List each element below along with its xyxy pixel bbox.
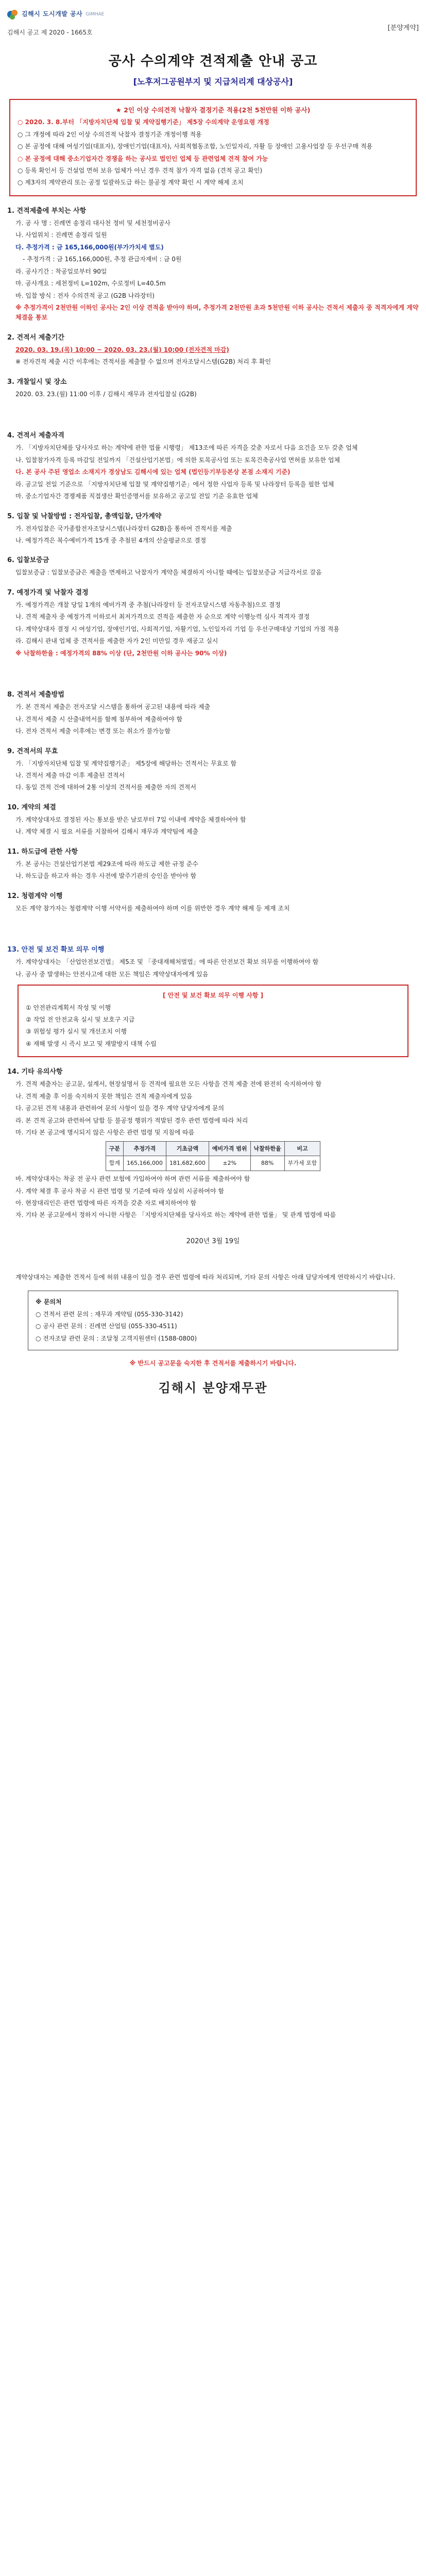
footer-block (7, 1273, 419, 1398)
section-9 (7, 746, 419, 793)
section-line: 라. 공사기간 : 착공일로부터 90일 (15, 267, 107, 275)
section-line: 나. 계약 체결 시 필요 서류를 지참하여 김해시 재무과 계약팀에 제출 (15, 828, 198, 836)
section-highlight: ※ 낙찰하한율 : 예정가격의 88% 이상 (단, 2천만원 이하 공사는 90% 이상) (15, 649, 227, 657)
section-7 (7, 587, 419, 658)
section-line: 마. 기타 본 공고에 명시되지 않은 사항은 관련 법령 및 지침에 따름 (15, 1129, 195, 1137)
section-line: 마. 공사개요 : 세천정비 L=102m, 수로정비 L=40.5m (15, 280, 166, 287)
issuing-org: 김해시 분양재무관 (158, 1380, 268, 1395)
section-line: 나. 입찰참가자격 등록 마감일 전일까지 「건설산업기본법」에 의한 토목공사업 또는 토목건축공사업 면허를 보유한 업체 (15, 456, 340, 464)
table-cell: ±2% (209, 1156, 250, 1171)
contact-line: ○ 전자조달 관련 문의 : 조달청 고객지원센터 (1588-0800) (36, 1334, 197, 1342)
section-line: 나. 하도급을 하고자 하는 경우 사전에 발주기관의 승인을 받아야 함 (15, 872, 197, 880)
doc-number: 김해시 공고 제 2020 - 1665호 (7, 29, 93, 36)
alert-line: ○ 2020. 3. 8.부터 「지방자치단체 입찰 및 계약집행기준」 제5장 수의계약 운영요령 개정 (18, 118, 269, 126)
section-line: 사. 계약 체결 후 공사 착공 시 관련 법령 및 기준에 따라 성실히 시공하여야 함 (15, 1187, 224, 1195)
section-line: 자. 기타 본 공고문에서 정하지 아니한 사항은 「지방자치단체를 당사자로 하는 계약에 관한 법률」 및 관계 법령에 따름 (15, 1211, 336, 1219)
section-note: ※ 전자견적 제출 시간 이후에는 견적서를 제출할 수 없으며 전자조달시스템(G2B) 처리 후 확인 (15, 358, 271, 366)
section-5 (7, 511, 419, 546)
section-line: 다. 동일 견적 건에 대하여 2통 이상의 견적서를 제출한 자의 견적서 (15, 784, 196, 791)
section-line: 나. 공사 중 발생하는 안전사고에 대한 모든 책임은 계약상대자에게 있음 (15, 970, 209, 978)
table-cell: 합계 (106, 1156, 123, 1171)
table-header-cell: 예비가격 범위 (209, 1141, 250, 1156)
safety-box-title: [ 안전 및 보건 확보 의무 이행 사항 ] (162, 992, 264, 999)
section-line: - 추정가격 : 금 165,166,000원, 추정 관급자재비 : 금 0원 (23, 256, 182, 263)
page-title: 공사 수의계약 견적제출 안내 공고 (108, 54, 318, 69)
page-subtitle: [노후저그공원부지 및 지급처리계 대상공사] (133, 77, 293, 87)
alert-line: ○ 본 공정에 대해 중소기업자간 경쟁을 하는 공사로 법인인 업체 등 관련업체 견적 참여 가능 (18, 155, 268, 162)
section-line: 나. 사업위치 : 진례면 송정리 일원 (15, 231, 107, 239)
safety-box (18, 985, 408, 1057)
header (7, 5, 419, 49)
table-header-cell: 구분 (106, 1141, 123, 1156)
section-heading: 4. 견적서 제출자격 (7, 432, 64, 440)
alert-box (9, 99, 417, 196)
section-line: 가. 예정가격은 개찰 당일 1개의 예비가격 중 추첨(나라장터 등 전자조달시스템 자동추첨)으로 결정 (15, 601, 281, 608)
section-line: 라. 본 견적 공고와 관련하여 담합 등 불공정 행위가 적발된 경우 관련 법령에 따라 처리 (15, 1116, 248, 1124)
table-row (106, 1156, 320, 1171)
table-header-cell: 낙찰하한율 (250, 1141, 284, 1156)
section-13 (7, 944, 419, 1057)
table-header-cell: 기초금액 (166, 1141, 209, 1156)
section-heading: 6. 입찰보증금 (7, 556, 49, 565)
safety-box-line: ① 안전관리계획서 작성 및 이행 (26, 1004, 111, 1011)
section-1 (7, 206, 419, 323)
section-line: 모든 계약 참가자는 청렴계약 이행 서약서를 제출하여야 하며 이를 위반한 경우 계약 해제 등 제재 조치 (15, 904, 290, 912)
safety-box-line: ④ 재해 발생 시 즉시 보고 및 재발방지 대책 수립 (26, 1040, 157, 1047)
section-line: 입찰보증금 : 입찰보증금은 제출을 면제하고 낙찰자가 계약을 체결하지 아니할 때에는 입찰보증금 지급각서로 갈음 (15, 569, 322, 577)
section-line: 바. 입찰 방식 : 전자 수의견적 공고 (G2B 나라장터) (15, 292, 155, 299)
footer-date: 2020년 3월 19일 (186, 1237, 240, 1245)
section-line: 아. 현장대리인은 관련 법령에 따른 자격을 갖춘 자로 배치하여야 함 (15, 1199, 197, 1207)
section-heading: 12. 청렴계약 이행 (7, 892, 63, 900)
section-line: 2020. 03. 23.(월) 11:00 이후 / 김해시 재무과 전자입찰실 (G2B) (15, 390, 197, 398)
logo-mark-icon (7, 9, 19, 20)
section-line: 다. 추정가격 : 금 165,166,000원(부가가치세 별도) (15, 243, 164, 251)
section-line: 가. 공 사 명 : 진례면 송정리 대사천 정비 및 세천정비공사 (15, 219, 171, 227)
safety-box-line: ③ 위험성 평가 실시 및 개선조치 이행 (26, 1028, 127, 1036)
table-header-row (106, 1141, 320, 1156)
alert-line: ○ 제3자의 계약관리 또는 공정 일괄하도급 하는 불공정 계약 확인 시 계약 해제 조치 (18, 179, 244, 187)
section-6 (7, 555, 419, 578)
section-heading: 11. 하도급에 관한 사항 (7, 848, 78, 856)
logo-name: 김해시 도시개발 공사 (22, 10, 83, 18)
section-line: 가. 「지방자치단체 입찰 및 계약집행기준」 제5장에 해당하는 견적서는 무효로 함 (15, 759, 237, 767)
alert-line: ○ 본 공정에 대해 여성기업(대표자), 장애인기업(대표자), 사회적협동조합, 노인일자리, 자활 등 장애인 고용사업장 등 우선구매 적용 (18, 143, 373, 150)
section-line: 가. 전자입찰은 국가종합전자조달시스템(나라장터 G2B)을 통하여 견적서를 제출 (15, 524, 232, 532)
section-line: 다. 전자 견적서 제출 이후에는 변경 또는 취소가 불가능함 (15, 727, 171, 735)
footer-closing: ※ 반드시 공고문을 숙지한 후 견적서를 제출하시기 바랍니다. (129, 1360, 297, 1367)
section-12 (7, 891, 419, 913)
section-line: 바. 계약상대자는 착공 전 공사 관련 보험에 가입하여야 하며 관련 서류를 제출하여야 함 (15, 1175, 250, 1183)
notice-tag: [분양계약] (387, 24, 419, 32)
contact-title: ※ 문의처 (36, 1298, 62, 1306)
table-cell: 165,166,000 (123, 1156, 166, 1171)
section-line: 다. 계약상대자 결정 시 여성기업, 장애인기업, 사회적기업, 자활기업, 노인일자리 기업 등 우선구매대상 기업의 가점 적용 (15, 625, 339, 633)
section-line: 마. 중소기업자간 경쟁제품 직접생산 확인증명서를 보유하고 공고일 전일 기준 유효한 업체 (15, 493, 258, 500)
section-8 (7, 689, 419, 736)
alert-line: ○ 그 개정에 따라 2인 이상 수의견적 낙찰자 결정기준 개정이행 적용 (18, 130, 202, 138)
section-line: 나. 견적 제출자 중 예정가격 이하로서 최저가격으로 견적을 제출한 자 순으로 계약 이행능력 심사 적격자 결정 (15, 613, 310, 621)
section-heading: 7. 예정가격 및 낙찰자 결정 (7, 588, 89, 597)
section-line: 다. 공고된 견적 내용과 관련하여 문의 사항이 있을 경우 계약 담당자에게 문의 (15, 1105, 225, 1112)
section-11 (7, 846, 419, 882)
section-line: 가. 본 공사는 건설산업기본법 제29조에 따라 하도급 제한 규정 준수 (15, 860, 198, 868)
contact-box (28, 1291, 398, 1350)
table-cell: 181,682,600 (166, 1156, 209, 1171)
section-heading: 13. 안전 및 보건 확보 의무 이행 (7, 946, 105, 954)
city-logo (7, 9, 104, 20)
section-line: 가. 「지방자치단체를 당사자로 하는 계약에 관한 법률 시행령」 제13조에 따른 자격을 갖춘 자로서 다음 요건을 모두 갖춘 업체 (15, 444, 358, 452)
section-line: 2020. 03. 19.(목) 10:00 ~ 2020. 03. 23.(월) 10:00 (전자견적 마감) (15, 346, 229, 353)
section-line: 가. 계약상대자로 결정된 자는 통보를 받은 날로부터 7일 이내에 계약을 체결하여야 함 (15, 816, 246, 823)
section-10 (7, 802, 419, 837)
footer-intro: 계약상대자는 제출한 견적서 등에 허위 내용이 있을 경우 관련 법령에 따라 처리되며, 기타 문의 사항은 아래 담당자에게 연락하시기 바랍니다. (15, 1273, 396, 1281)
section-line: 라. 공고일 전일 기준으로 「지방자치단체 입찰 및 계약집행기준」에서 정한 사업자 등록 및 나라장터 등록을 필한 업체 (15, 480, 334, 488)
section-heading: 9. 견적서의 무효 (7, 747, 58, 755)
section-2 (7, 332, 419, 367)
section-line: 다. 본 공사 주된 영업소 소재지가 경상남도 김해시에 있는 업체 (법인등기부등본상 본점 소재지 기준) (15, 468, 291, 476)
section-line: 나. 예정가격은 복수예비가격 15개 중 추첨된 4개의 산술평균으로 결정 (15, 537, 207, 544)
section-note: ※ 추정가격이 2천만원 이하인 공사는 2인 이상 견적을 받아야 하며, 추정가격 2천만원 초과 5천만원 이하 공사는 견적서 제출자 중 적격자에게 계약 체결을 통보 (15, 304, 419, 321)
section-3 (7, 377, 419, 399)
section-line: 나. 견적서 제출 시 산출내역서를 함께 첨부하여 제출하여야 함 (15, 715, 183, 723)
section-heading: 5. 입찰 및 낙찰방법 : 전자입찰, 총액입찰, 단가계약 (7, 512, 162, 520)
price-table (106, 1141, 321, 1172)
table-cell: 88% (250, 1156, 284, 1171)
section-heading: 10. 계약의 체결 (7, 803, 56, 811)
section-line: 가. 계약상대자는 「산업안전보건법」 제5조 및 「중대재해처벌법」에 따른 안전보건 확보 의무를 이행하여야 함 (15, 958, 319, 966)
section-line: 나. 견적서 제출 마감 이후 제출된 견적서 (15, 772, 125, 779)
section-line: 가. 견적 제출자는 공고문, 설계서, 현장설명서 등 견적에 필요한 모든 사항을 견적 제출 전에 완전히 숙지하여야 함 (15, 1080, 322, 1088)
contact-line: ○ 공사 관련 문의 : 진례면 산업팀 (055-330-4511) (36, 1323, 177, 1330)
section-heading: 3. 개찰일시 및 장소 (7, 378, 67, 386)
contact-line: ○ 견적서 관련 문의 : 재무과 계약팀 (055-330-3142) (36, 1310, 183, 1318)
table-header-cell: 비고 (284, 1141, 320, 1156)
alert-line: ○ 등록 확인서 등 건설업 면허 보유 업체가 아닌 경우 견적 참가 자격 없음 (견적 공고 확인) (18, 167, 262, 175)
table-header-cell: 추정가격 (123, 1141, 166, 1156)
safety-box-line: ② 작업 전 안전교육 실시 및 보호구 지급 (26, 1016, 135, 1023)
section-14 (7, 1066, 419, 1221)
section-4 (7, 430, 419, 501)
table-cell: 부가세 포함 (284, 1156, 320, 1171)
section-heading: 1. 견적제출에 부치는 사항 (7, 207, 87, 215)
title-block (7, 50, 419, 89)
section-heading: 2. 견적서 제출기간 (7, 333, 64, 342)
section-line: 라. 김해시 관내 업체 중 견적서를 제출한 자가 2인 미만일 경우 재공고 실시 (15, 637, 218, 645)
alert-title: ★ 2인 이상 수의견적 낙찰자 결정기준 적용(2천 5천만원 이하 공사) (115, 106, 311, 114)
section-heading: 14. 기타 유의사항 (7, 1068, 63, 1076)
logo-sub: GIMHAE (86, 11, 105, 17)
section-line: 가. 본 견적서 제출은 전자조달 시스템을 통하여 공고된 내용에 따라 제출 (15, 703, 211, 711)
section-heading: 8. 견적서 제출방법 (7, 691, 64, 699)
section-line: 나. 견적 제출 후 이를 숙지하지 못한 책임은 견적 제출자에게 있음 (15, 1092, 193, 1100)
